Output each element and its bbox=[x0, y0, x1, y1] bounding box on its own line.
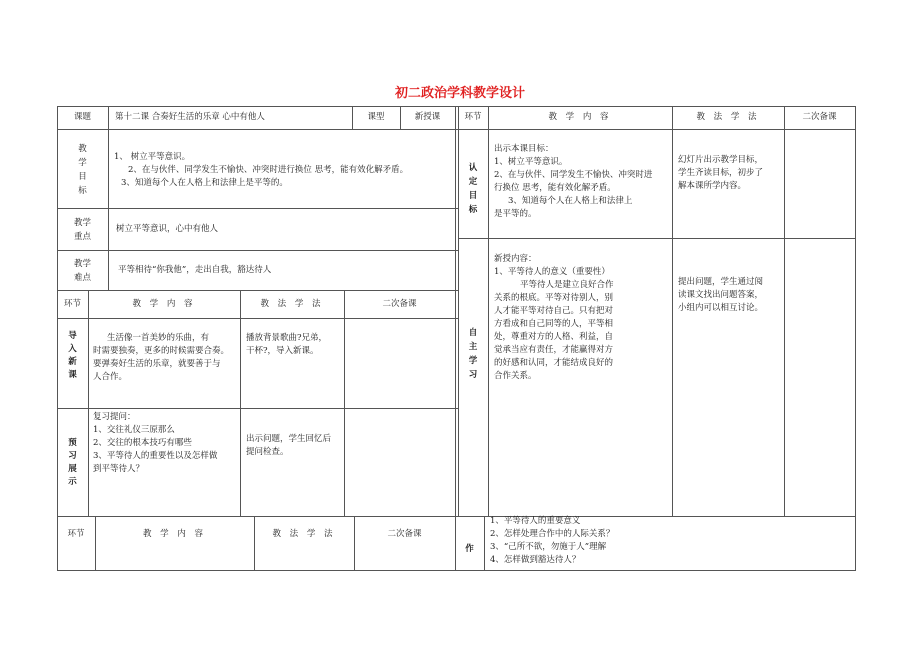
goal-method-line: 学生齐读目标，初步了 bbox=[678, 168, 764, 178]
bottom-method-header: 教 法 学 法 bbox=[272, 529, 336, 539]
intro-method-line: 播放背景歌曲?兄弟， bbox=[246, 333, 328, 343]
homework-list bbox=[490, 515, 614, 567]
study-line: 合作关系。 bbox=[494, 371, 537, 381]
lesson-value: 第十二课 合奏好生活的乐章 心中有他人 bbox=[115, 112, 265, 122]
preview-line: 3、平等待人的重要性以及怎样做 bbox=[93, 451, 218, 461]
page-title: 初二政治学科教学设计 bbox=[394, 86, 525, 101]
bottom-second-header: 二次备课 bbox=[387, 529, 422, 539]
study-line: 关系的根底。平等对待别人，别 bbox=[494, 293, 614, 303]
right-method-header: 教 法 学 法 bbox=[696, 112, 760, 122]
goal-content-line: 3、知道每个人在人格上和法律上 bbox=[508, 196, 633, 206]
sub-method-header: 教 法 学 法 bbox=[260, 299, 324, 309]
intro-line: 时需要独奏，更多的时候需要合奏。 bbox=[93, 346, 230, 356]
intro-method-line: 干杯?，导入新课。 bbox=[246, 346, 319, 356]
study-line: 的好感和认同，才能结成良好的 bbox=[494, 358, 614, 368]
study-method-line: 提出问题，学生通过阅 bbox=[678, 277, 764, 287]
goal-method-line: 幻灯片出示教学目标， bbox=[678, 155, 764, 165]
preview-method-line: 提问检查。 bbox=[246, 447, 289, 457]
goal-item: 1、 树立平等意识。 bbox=[114, 152, 191, 162]
goal-content-line: 2、在与伙伴、同学发生不愉快、冲突时进 bbox=[494, 170, 653, 180]
homework-item: 4、怎样做到豁达待人？ bbox=[490, 555, 581, 565]
right-content-header: 教 学 内 容 bbox=[548, 112, 612, 122]
goals-list bbox=[114, 151, 408, 190]
goal-item: 2、在与伙伴、同学发生不愉快、冲突时进行换位 思考，能有效化解矛盾。 bbox=[128, 165, 409, 175]
goal-stage-label: 认 定 目 标 bbox=[468, 163, 478, 215]
study-line: 方看成和自己同等的人，平等相 bbox=[494, 319, 614, 329]
preview-method-line: 出示问题，学生回忆后 bbox=[246, 434, 332, 444]
intro-line: 要弹奏好生活的乐章，就要善于与 bbox=[93, 359, 221, 369]
lesson-label: 课题 bbox=[73, 112, 91, 122]
intro-line: 人合作。 bbox=[93, 372, 128, 382]
preview-line: 到平等待人？ bbox=[93, 464, 145, 474]
right-stage-header: 环节 bbox=[464, 112, 482, 122]
sub-content-header: 教 学 内 容 bbox=[132, 299, 196, 309]
sub-second-header: 二次备课 bbox=[382, 299, 417, 309]
study-content bbox=[494, 253, 614, 383]
intro-content bbox=[93, 332, 229, 384]
goal-content-line: 出示本课目标： bbox=[494, 144, 554, 154]
goal-content-line: 1、树立平等意识。 bbox=[494, 157, 568, 167]
intro-label: 导 入 新 课 bbox=[68, 331, 77, 380]
study-line: 新授内容： bbox=[494, 254, 537, 264]
intro-method bbox=[246, 332, 327, 358]
study-method bbox=[678, 276, 763, 315]
study-line: 平等待人是建立良好合作 bbox=[520, 280, 614, 290]
study-method-line: 读课文找出问题答案， bbox=[678, 290, 764, 300]
goal-item: 3、知道每个人在人格上和法律上是平等的。 bbox=[121, 178, 288, 188]
homework-item: 1、平等待人的重要意义 bbox=[490, 516, 581, 526]
type-value: 新授课 bbox=[414, 112, 441, 122]
goal-method bbox=[678, 154, 763, 193]
study-line: 1、平等待人的意义（重要性） bbox=[494, 267, 610, 277]
difficulty-text: 平等相待“你我他”，走出自我，豁达待人 bbox=[118, 265, 272, 275]
preview-line: 2、交往的根本技巧有哪些 bbox=[93, 438, 192, 448]
study-stage-label: 自 主 学 习 bbox=[468, 328, 478, 380]
preview-label: 预 习 展 示 bbox=[68, 438, 77, 487]
preview-line: 1、交往礼仪三原那么 bbox=[93, 425, 175, 435]
right-second-header: 二次备课 bbox=[802, 112, 837, 122]
type-label: 课型 bbox=[367, 112, 385, 122]
homework-item: 3、“己所不欲，勿施于人”理解 bbox=[490, 542, 607, 552]
study-method-line: 小组内可以相互讨论。 bbox=[678, 303, 764, 313]
study-line: 觉承当应有责任，才能赢得对方 bbox=[494, 345, 614, 355]
bottom-content-header: 教 学 内 容 bbox=[142, 529, 207, 539]
goals-label: 教 学 目 标 bbox=[78, 144, 87, 196]
bottom-stage-header: 环节 bbox=[67, 529, 85, 539]
key-text: 树立平等意识，心中有他人 bbox=[116, 224, 219, 234]
difficulty-label: 教学 难点 bbox=[73, 259, 91, 283]
goal-content bbox=[494, 143, 652, 221]
sub-stage-header: 环节 bbox=[63, 299, 81, 309]
homework-label: 作 bbox=[465, 544, 474, 554]
preview-content bbox=[93, 411, 217, 476]
goal-method-line: 解本课所学内容。 bbox=[678, 181, 747, 191]
study-line: 处，尊重对方的人格、利益，自 bbox=[494, 332, 614, 342]
key-label: 教学 重点 bbox=[73, 218, 91, 242]
goal-content-line: 是平等的。 bbox=[494, 209, 537, 219]
preview-line: 复习提问： bbox=[93, 412, 136, 422]
homework-item: 2、怎样处理合作中的人际关系？ bbox=[490, 529, 615, 539]
intro-line: 生活像一首美妙的乐曲，有 bbox=[107, 333, 210, 343]
goal-content-line: 行换位 思考，能有效化解矛盾。 bbox=[494, 183, 616, 193]
study-line: 人才能平等对待自己。只有把对 bbox=[494, 306, 614, 316]
preview-method bbox=[246, 433, 331, 459]
